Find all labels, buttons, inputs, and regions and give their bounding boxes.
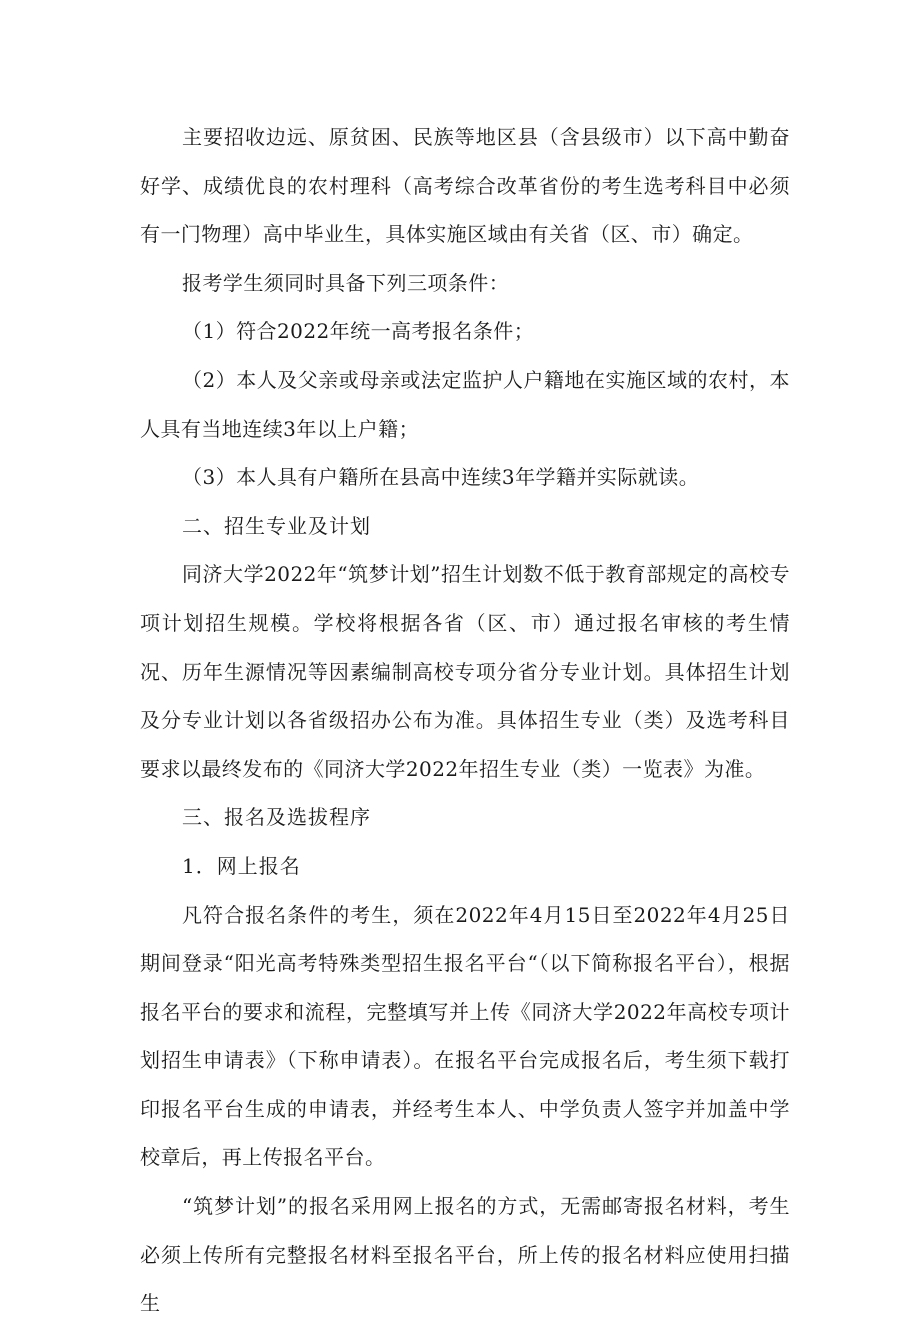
section-heading-registration-procedure: 三、报名及选拔程序	[182, 805, 371, 830]
paragraph-online-materials: “筑梦计划”的报名采用网上报名的方式，无需邮寄报名材料，考生必须上传所有完整报名材料至报名平台，所上传的报名材料应使用扫描生	[140, 1194, 790, 1316]
paragraph-enrollment-plan: 同济大学2022年“筑梦计划”招生计划数不低于教育部规定的高校专项计划招生规模。学校将根据各省（区、市）通过报名审核的考生情况、历年生源情况等因素编制高校专项分省分专业计划。具体招生计划及分专业计划以各省级招办公布为准。具体招生专业（类）及选考科目要求以最终发布的《同济大学2022年招生专业（类）一览表》为准。	[140, 562, 790, 781]
paragraph-condition-1: （1）符合2022年统一高考报名条件；	[182, 319, 535, 344]
document-body	[140, 113, 790, 1328]
paragraph-condition-3: （3）本人具有户籍所在县高中连续3年学籍并实际就读。	[182, 465, 700, 490]
section-heading-majors-and-plan: 二、招生专业及计划	[182, 513, 371, 538]
paragraph-conditions-intro: 报考学生须同时具备下列三项条件：	[182, 270, 510, 295]
paragraph-registration-details: 凡符合报名条件的考生，须在2022年4月15日至2022年4月25日期间登录“阳光高考特殊类型招生报名平台“（以下简称报名平台），根据报名平台的要求和流程，完整填写并上传《同济大学2022年高校专项计划招生申请表》（下称申请表）。在报名平台完成报名后，考生须下载打印报名平台生成的申请表，并经考生本人、中学负责人签字并加盖中学校章后，再上传报名平台。	[140, 902, 790, 1170]
paragraph-condition-2: （2）本人及父亲或母亲或法定监护人户籍地在实施区域的农村，本人具有当地连续3年以上户籍；	[140, 367, 790, 441]
paragraph-recruitment-scope: 主要招收边远、原贫困、民族等地区县（含县级市）以下高中勤奋好学、成绩优良的农村理科（高考综合改革省份的考生选考科目中必须有一门物理）高中毕业生，具体实施区域由有关省（区、市）确定。	[140, 125, 790, 247]
subheading-online-registration: 1．网上报名	[182, 853, 301, 878]
